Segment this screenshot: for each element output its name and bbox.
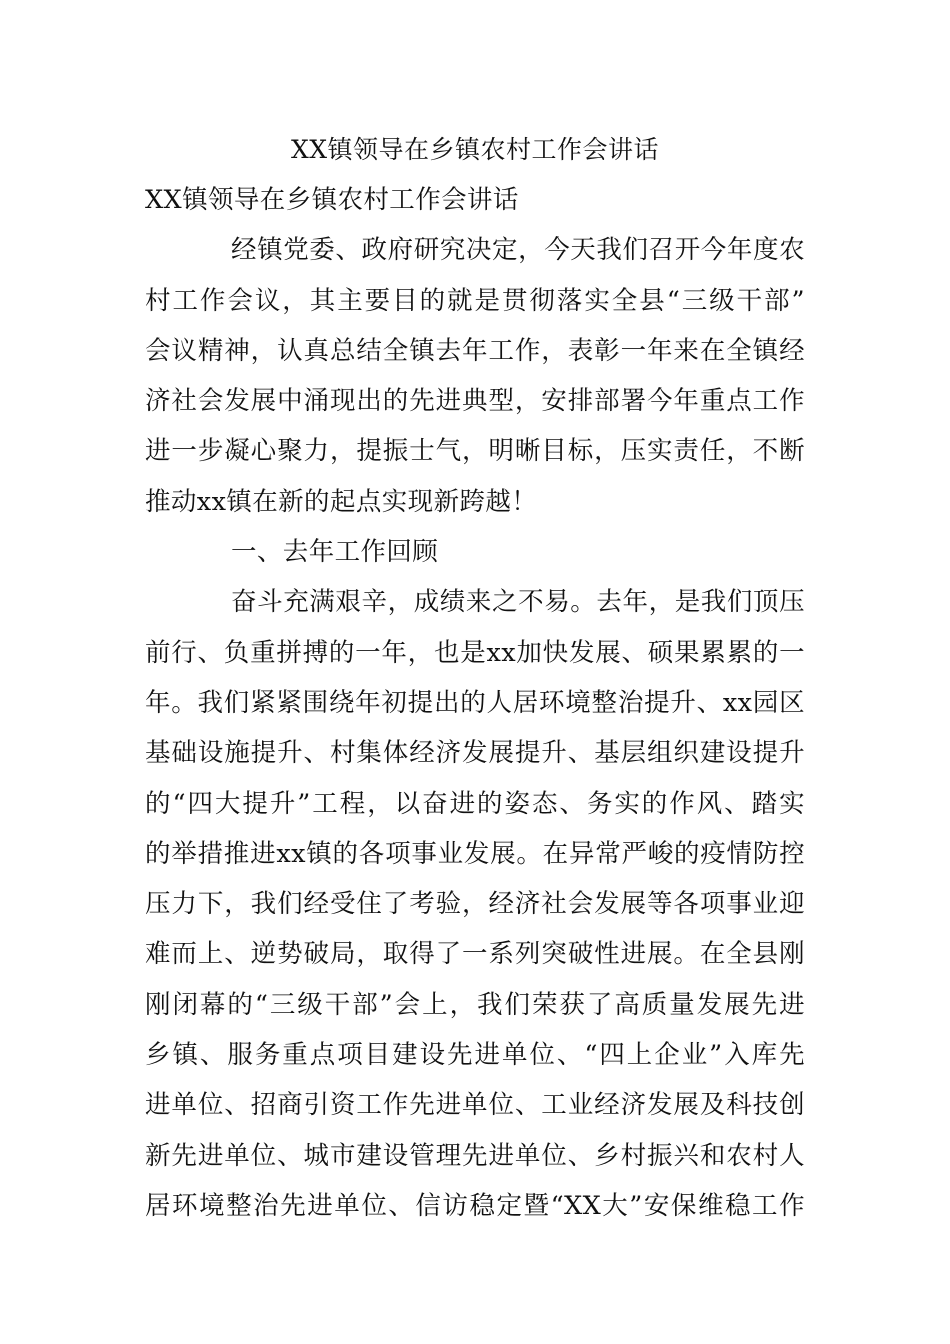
paragraph-line: 经镇党委、政府研究决定，今天我们召开今年度农 (231, 235, 805, 266)
paragraph-line: 居环境整治先进单位、信访稳定暨“XX大”安保维稳工作 (145, 1190, 805, 1221)
paragraph-line: 压力下，我们经受住了考验，经济社会发展等各项事业迎 (145, 889, 805, 920)
paragraph-line: 的“四大提升”工程，以奋进的姿态、务实的作风、踏实 (145, 788, 805, 819)
paragraph-line: 进单位、招商引资工作先进单位、工业经济发展及科技创 (145, 1090, 805, 1121)
paragraph-line: 会议精神，认真总结全镇去年工作，表彰一年来在全镇经 (145, 335, 805, 366)
section-heading: 一、去年工作回顾 (231, 537, 439, 568)
document-body (145, 182, 805, 1238)
paragraph-line: 刚闭幕的“三级干部”会上，我们荣获了高质量发展先进 (145, 989, 805, 1020)
paragraph-line: 进一步凝心聚力，提振士气，明晰目标，压实责任，不断 (145, 436, 805, 467)
paragraph-line: 济社会发展中涌现出的先进典型，安排部署今年重点工作 (145, 386, 805, 417)
paragraph-line: 的举措推进xx镇的各项事业发展。在异常严峻的疫情防控 (145, 838, 805, 869)
paragraph-line: 年。我们紧紧围绕年初提出的人居环境整治提升、xx园区 (145, 687, 805, 718)
paragraph-line: 村工作会议，其主要目的就是贯彻落实全县“三级干部” (145, 285, 805, 316)
paragraph-line: 奋斗充满艰辛，成绩来之不易。去年，是我们顶压 (231, 587, 805, 618)
document-title: XX镇领导在乡镇农村工作会讲话 (290, 135, 660, 164)
paragraph-line: 乡镇、服务重点项目建设先进单位、“四上企业”入库先 (145, 1040, 805, 1071)
paragraph-line: 前行、负重拼搏的一年，也是xx加快发展、硕果累累的一 (145, 637, 805, 668)
paragraph-line: 新先进单位、城市建设管理先进单位、乡村振兴和农村人 (145, 1140, 805, 1171)
paragraph-line: 基础设施提升、村集体经济发展提升、基层组织建设提升 (145, 738, 805, 769)
paragraph-line: 难而上、逆势破局，取得了一系列突破性进展。在全县刚 (145, 939, 805, 970)
paragraph-line: 推动xx镇在新的起点实现新跨越！ (145, 486, 538, 517)
subtitle-line: XX镇领导在乡镇农村工作会讲话 (145, 185, 519, 215)
